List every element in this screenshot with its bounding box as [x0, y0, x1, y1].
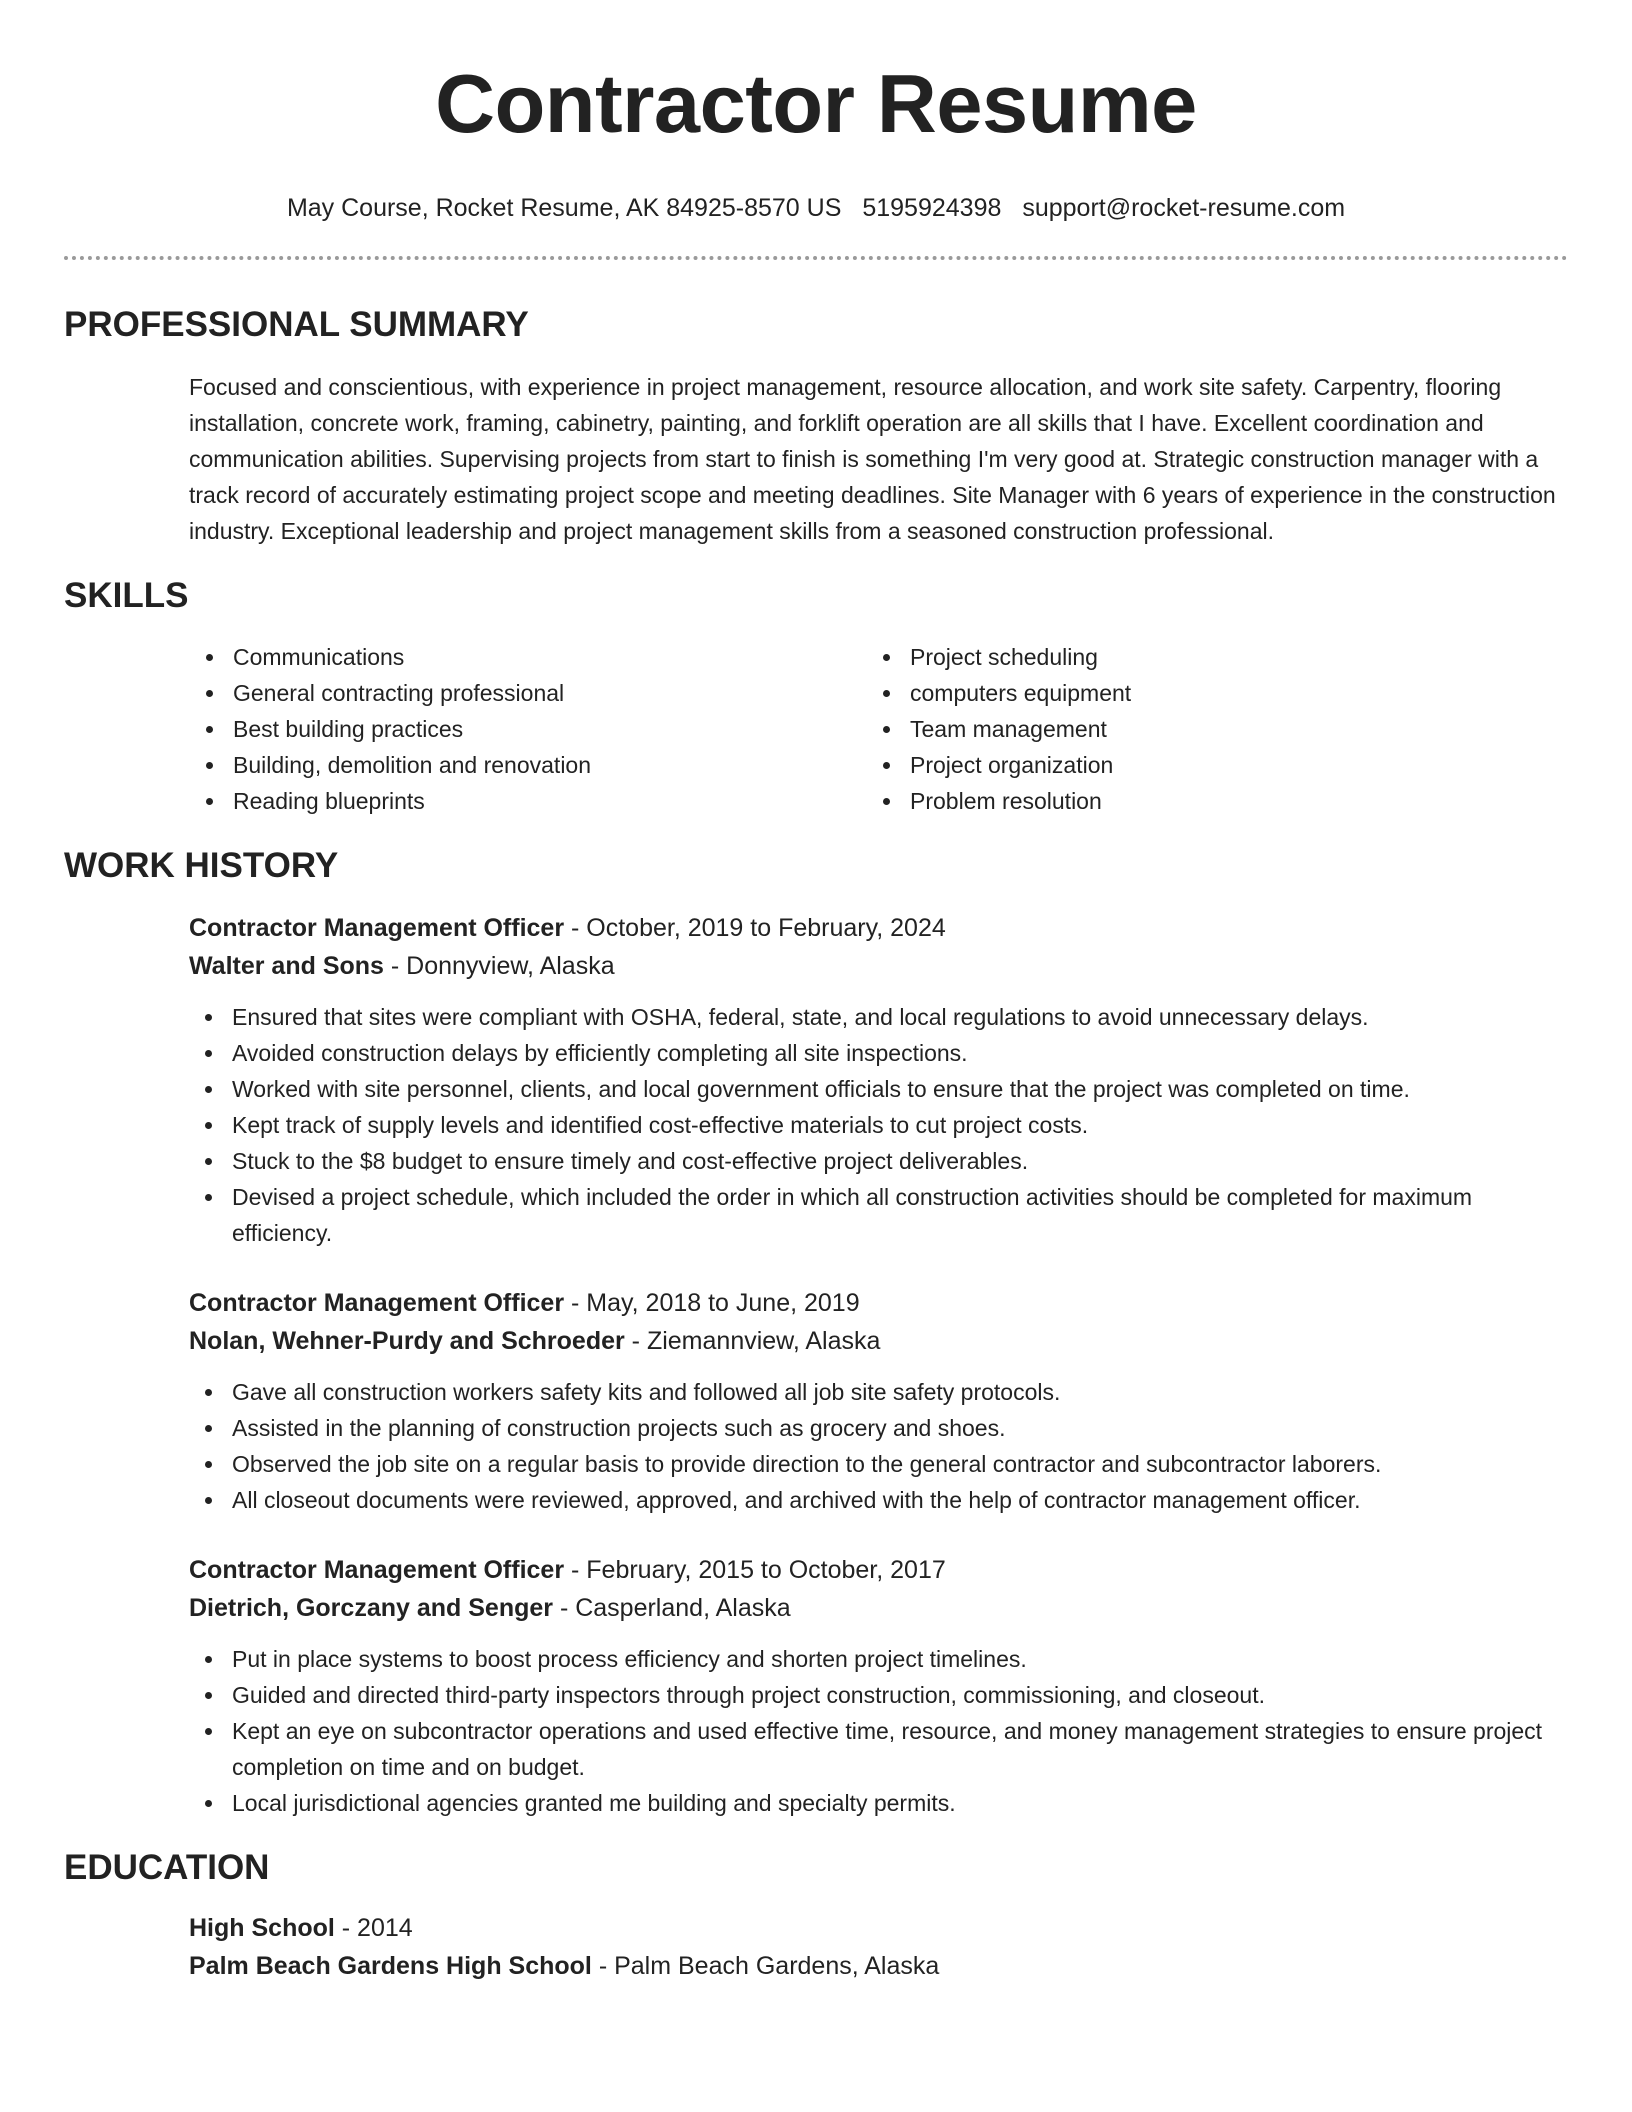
skills-list-right [866, 639, 1568, 819]
job-company-line [189, 1589, 1568, 1627]
contact-line [64, 193, 1568, 223]
job-title: Contractor Management Officer [189, 1556, 565, 1584]
job-bullet: All closeout documents were reviewed, approved, and archived with the help of contractor management officer. [188, 1482, 1568, 1518]
education-year: - 2014 [334, 1914, 413, 1942]
education-school: Palm Beach Gardens High School [189, 1952, 592, 1980]
job-company-line [189, 1322, 1568, 1360]
job-company: Dietrich, Gorczany and Senger [189, 1594, 553, 1622]
header-divider [64, 256, 1568, 260]
skill-item: Project organization [866, 747, 1568, 783]
job-bullet: Gave all construction workers safety kits and followed all job site safety protocols. [188, 1374, 1568, 1410]
work-history-section [64, 845, 1568, 1821]
job-company-line [189, 947, 1568, 985]
skill-item: Team management [866, 711, 1568, 747]
job-entry [189, 1551, 1568, 1821]
contact-phone: 5195924398 [862, 194, 1002, 222]
summary-section [64, 304, 1568, 549]
job-entry [189, 909, 1568, 1251]
skills-section [64, 575, 1568, 819]
job-bullet: Avoided construction delays by efficiently completing all site inspections. [188, 1035, 1568, 1071]
education-entry [189, 1909, 1568, 1985]
job-bullet: Ensured that sites were compliant with OSHA, federal, state, and local regulations to avoid unnecessary delays. [188, 999, 1568, 1035]
job-bullet: Stuck to the $8 budget to ensure timely and cost-effective project deliverables. [188, 1143, 1568, 1179]
job-title-line [189, 1551, 1568, 1589]
skill-item: Project scheduling [866, 639, 1568, 675]
work-history-heading: WORK HISTORY [64, 846, 339, 885]
summary-text: Focused and conscientious, with experience in project management, resource allocation, and work site safety. Carpentry, flooring installation, concrete work, framing, cabinetry, painting, and forklift operation are all skills that I have. Excellent coordination and communication abilities. Supervising projects from start to finish is something I'm very good at. Strategic construction manager with a track record of accurately estimating project scope and meeting deadlines. Site Manager with 6 years of experience in the construction industry. Exceptional leadership and project management skills from a seasoned construction professional. [189, 374, 1556, 544]
skill-item: computers equipment [866, 675, 1568, 711]
education-degree: High School [189, 1914, 335, 1942]
contact-email: support@rocket-resume.com [1022, 194, 1346, 222]
job-bullet: Assisted in the planning of construction projects such as grocery and shoes. [188, 1410, 1568, 1446]
skill-item: Reading blueprints [189, 783, 866, 819]
skills-grid [189, 639, 1568, 819]
education-heading: EDUCATION [64, 1848, 270, 1887]
skill-item: General contracting professional [189, 675, 866, 711]
skill-item: Communications [189, 639, 866, 675]
resume-title: Contractor Resume [435, 57, 1197, 150]
education-section [64, 1847, 1568, 1985]
skills-heading: SKILLS [64, 576, 189, 615]
skills-list-left [189, 639, 866, 819]
job-location: - Donnyview, Alaska [383, 952, 615, 980]
job-bullets [188, 1641, 1568, 1821]
job-title: Contractor Management Officer [189, 914, 565, 942]
job-bullet: Local jurisdictional agencies granted me building and specialty permits. [188, 1785, 1568, 1821]
job-location: - Casperland, Alaska [553, 1594, 791, 1622]
skill-item: Building, demolition and renovation [189, 747, 866, 783]
job-title: Contractor Management Officer [189, 1289, 565, 1317]
job-bullet: Worked with site personnel, clients, and local government officials to ensure that the project was completed on time. [188, 1071, 1568, 1107]
skill-item: Problem resolution [866, 783, 1568, 819]
summary-heading: PROFESSIONAL SUMMARY [64, 305, 529, 344]
education-location: - Palm Beach Gardens, Alaska [591, 1952, 940, 1980]
education-school-line [189, 1947, 1568, 1985]
skill-item: Best building practices [189, 711, 866, 747]
job-entry [189, 1284, 1568, 1518]
job-company: Nolan, Wehner-Purdy and Schroeder [189, 1327, 625, 1355]
job-bullet: Put in place systems to boost process efficiency and shorten project timelines. [188, 1641, 1568, 1677]
job-location: - Ziemannview, Alaska [624, 1327, 881, 1355]
job-bullet: Observed the job site on a regular basis to provide direction to the general contractor and subcontractor laborers. [188, 1446, 1568, 1482]
job-bullet: Guided and directed third-party inspectors through project construction, commissioning, and closeout. [188, 1677, 1568, 1713]
education-degree-line [189, 1909, 1568, 1947]
job-bullets [188, 999, 1568, 1251]
job-bullets [188, 1374, 1568, 1518]
job-title-line [189, 1284, 1568, 1322]
job-title-line [189, 909, 1568, 947]
job-bullet: Kept track of supply levels and identified cost-effective materials to cut project costs. [188, 1107, 1568, 1143]
job-dates: - May, 2018 to June, 2019 [564, 1289, 860, 1317]
job-dates: - October, 2019 to February, 2024 [564, 914, 946, 942]
job-bullet: Kept an eye on subcontractor operations and used effective time, resource, and money management strategies to ensure project completion on time and on budget. [188, 1713, 1568, 1785]
job-company: Walter and Sons [189, 952, 384, 980]
job-dates: - February, 2015 to October, 2017 [564, 1556, 946, 1584]
contact-address: May Course, Rocket Resume, AK 84925-8570 US [286, 194, 842, 222]
job-bullet: Devised a project schedule, which included the order in which all construction activities should be completed for maximum efficiency. [188, 1179, 1568, 1251]
